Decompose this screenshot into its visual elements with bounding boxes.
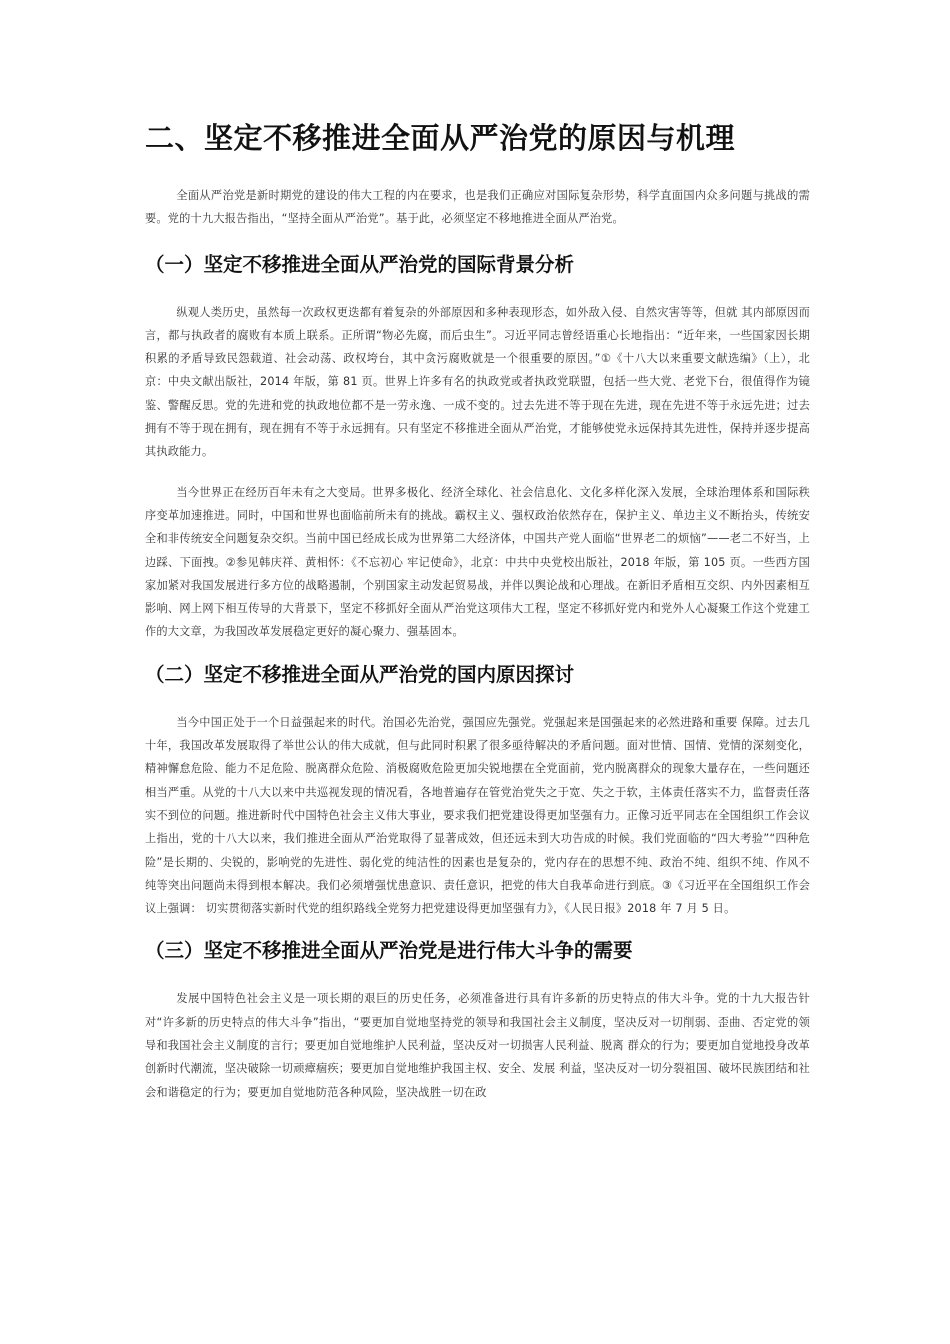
page-title: 二、坚定不移推进全面从严治党的原因与机理 <box>145 121 736 155</box>
document-body <box>145 118 810 1121</box>
section-1 <box>145 251 810 644</box>
section-heading: （二）坚定不移推进全面从严治党的国内原因探讨 <box>145 662 575 686</box>
intro-paragraph: 全面从严治党是新时期党的建设的伟大工程的内在要求，也是我们正确应对国际复杂形势，科学直面国内众多问题与挑战的需要。党的十九大报告指出，“坚持全面从严治党”。基于此，必须坚定不移地推进全面从严治党。 <box>145 189 810 226</box>
paragraph: 纵观人类历史，虽然每一次政权更迭都有着复杂的外部原因和多种表现形态，如外敌入侵、自然灾害等等，但就 其内部原因而言，都与执政者的腐败有本质上联系。正所谓“物必先腐，而后虫生”。习近平同志曾经语重心长地指出：“近年来，一些国家因长期积累的矛盾导致民怨载道、社会动荡、政权垮台，其中贪污腐败就是一个很重要的原因。”①《十八大以来重要文献选编》（上），北京：中央文献出版社，2014 年版，第 81 页。世界上许多有名的执政党或者执政党联盟，包括一些大党、老党下台，很值得作为镜鉴、警醒反思。党的先进和党的执政地位都不是一劳永逸、一成不变的。过去先进不等于现在先进，现在先进不等于永远先进；过去拥有不等于现在拥有，现在拥有不等于永远拥有。只有坚定不移推进全面从严治党，才能够使党永远保持其先进性，保持并逐步提高其执政能力。 <box>145 305 810 459</box>
paragraph: 当今世界正在经历百年未有之大变局。世界多极化、经济全球化、社会信息化、文化多样化深入发展，全球治理体系和国际秩序变革加速推进。同时，中国和世界也面临前所未有的挑战。霸权主义、强权政治依然存在，保护主义、单边主义不断抬头，传统安全和非传统安全问题复杂交织。当前中国已经成长成为世界第二大经济体，中国共产党人面临“世界老二的烦恼”——老二不好当，上边踩、下面拽。②参见韩庆祥、黄相怀：《不忘初心 牢记使命》，北京：中共中央党校出版社，2018 年版，第 105 页。一些西方国家加紧对我国发展进行多方位的战略遏制，个别国家主动发起贸易战，并伴以舆论战和心理战。在新旧矛盾相互交织、内外因素相互影响、网上网下相互传导的大背景下，坚定不移抓好全面从严治党这项伟大工程，坚定不移抓好党内和党外人心凝聚工作这个党建工作的大文章，为我国改革发展稳定更好的凝心聚力、强基固本。 <box>145 485 810 639</box>
section-2 <box>145 661 810 921</box>
section-3 <box>145 937 810 1103</box>
section-heading: （一）坚定不移推进全面从严治党的国际背景分析 <box>145 252 575 276</box>
paragraph: 当今中国正处于一个日益强起来的时代。治国必先治党，强国应先强党。党强起来是国强起来的必然进路和重要 保障。过去几十年，我国改革发展取得了举世公认的伟大成就，但与此同时积累了很多亟待解决的矛盾问题。面对世情、国情、党情的深刻变化，精神懈怠危险、能力不足危险、脱离群众危险、消极腐败危险更加尖锐地摆在全党面前，党内脱离群众的现象大量存在，一些问题还相当严重。从党的十八大以来中共巡视发现的情况看，各地普遍存在管党治党失之于宽、失之于软，主体责任落实不力，监督责任落实不到位的问题。推进新时代中国特色社会主义伟大事业，要求我们把党建设得更加坚强有力。正像习近平同志在全国组织工作会议上指出，党的十八大以来，我们推进全面从严治党取得了显著成效，但还远未到大功告成的时候。我们党面临的“四大考验”“四种危险”是长期的、尖锐的，影响党的先进性、弱化党的纯洁性的因素也是复杂的，党内存在的思想不纯、政治不纯、组织不纯、作风不纯等突出问题尚未得到根本解决。我们必须增强忧患意识、责任意识，把党的伟大自我革命进行到底。③《习近平在全国组织工作会议上强调： 切实贯彻落实新时代党的组织路线全党努力把党建设得更加坚强有力》，《人民日报》2018 年 7 月 5 日。 <box>145 715 810 916</box>
paragraph: 发展中国特色社会主义是一项长期的艰巨的历史任务，必须准备进行具有许多新的历史特点的伟大斗争。党的十九大报告针对“许多新的历史特点的伟大斗争”指出，“要更加自觉地坚持党的领导和我国社会主义制度，坚决反对一切削弱、歪曲、否定党的领导和我国社会主义制度的言行；要更加自觉地维护人民利益，坚决反对一切损害人民利益、脱离 群众的行为；要更加自觉地投身改革创新时代潮流，坚决破除一切顽瘴痼疾；要更加自觉地维护我国主权、安全、发展 利益，坚决反对一切分裂祖国、破坏民族团结和社会和谐稳定的行为；要更加自觉地防范各种风险，坚决战胜一切在政 <box>145 992 810 1099</box>
section-heading: （三）坚定不移推进全面从严治党是进行伟大斗争的需要 <box>145 939 633 963</box>
